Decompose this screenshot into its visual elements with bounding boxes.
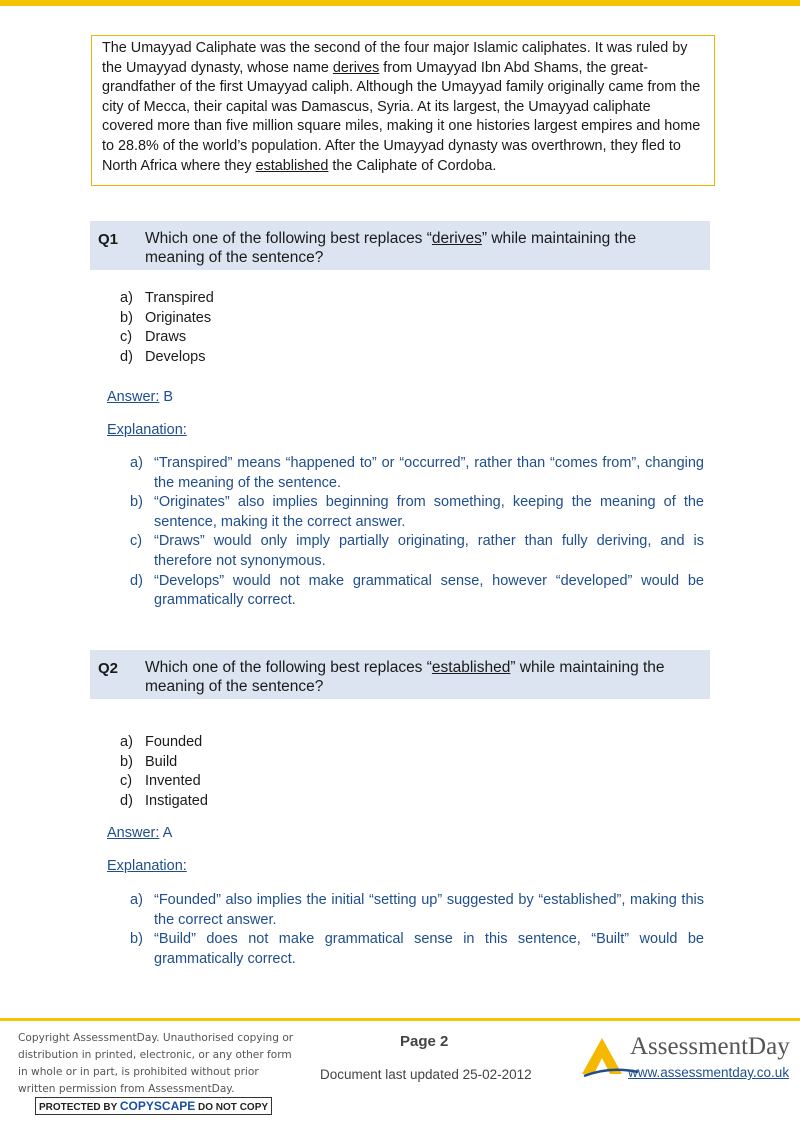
question-1-text-pre: Which one of the following best replaces “: [145, 230, 432, 247]
question-1-explanation-heading: Explanation:: [107, 422, 187, 438]
explanation-text: “Founded” also implies the initial “setting up” suggested by “established”, making this the correct answer.: [154, 892, 704, 928]
website-link[interactable]: www.assessmentday.co.uk: [628, 1065, 790, 1080]
explanation-item: [130, 572, 704, 611]
answer-value: A: [159, 825, 173, 841]
question-1-keyword: derives: [431, 230, 482, 247]
option-text: Founded: [145, 734, 203, 750]
explanation-text: “Originates” also implies beginning from something, keeping the meaning of the sentence, making it the correct answer.: [154, 494, 704, 530]
option-text: Build: [145, 753, 178, 770]
passage-text-1: The Umayyad Caliphate was the second of the four major Islamic caliphates. It was ruled by the Umayyad dynasty, whose name: [102, 40, 688, 76]
explanation-letter: c): [130, 533, 143, 550]
option-letter: a): [120, 734, 133, 750]
option-letter: d): [120, 349, 133, 366]
question-2-bar: [90, 650, 710, 699]
option-item: [120, 753, 208, 773]
explanation-text: “Draws” would only imply partially originating, rather than fully deriving, and is therefore not synonymous.: [154, 533, 704, 569]
copyscape-post: DO NOT COPY: [195, 1102, 269, 1113]
question-1-options: [120, 289, 214, 368]
option-text: Draws: [145, 329, 187, 346]
explanation-item: [130, 532, 704, 571]
explanation-letter: a): [130, 892, 143, 908]
question-2-answer: [107, 825, 172, 841]
explanation-item: [130, 493, 704, 532]
option-letter: b): [120, 753, 133, 770]
option-item: [120, 772, 208, 792]
copyscape-pre: PROTECTED BY: [38, 1102, 120, 1113]
question-2-explanations: [130, 891, 704, 969]
top-accent-bar: [0, 0, 800, 6]
passage-word-established: established: [255, 157, 329, 174]
answer-label: Answer:: [107, 389, 160, 405]
option-item: [120, 733, 208, 753]
passage-text-3: the Caliphate of Cordoba.: [328, 157, 497, 174]
option-text: Invented: [145, 773, 201, 790]
explanation-letter: b): [130, 494, 143, 511]
question-1-text: [145, 229, 685, 267]
footer-divider: [0, 1018, 800, 1021]
explanation-letter: a): [130, 455, 143, 471]
option-letter: c): [120, 773, 133, 790]
question-2-explanation-heading: Explanation:: [107, 858, 187, 874]
explanation-item: [130, 454, 704, 493]
explanation-text: “Transpired” means “happened to” or “occurred”, rather than “comes from”, changing the meaning of the sentence.: [154, 455, 704, 491]
question-2-text-post: ” while maintaining the meaning of the sentence?: [145, 659, 665, 695]
question-2-number: Q2: [98, 660, 119, 677]
question-1-explanations: [130, 454, 704, 611]
option-letter: b): [120, 309, 133, 326]
question-1-answer: [107, 389, 173, 405]
question-2-options: [120, 733, 208, 812]
option-item: [120, 289, 214, 309]
option-item: [120, 792, 208, 812]
option-item: [120, 348, 214, 368]
last-updated: Document last updated 25-02-2012: [320, 1067, 532, 1082]
explanation-letter: b): [130, 931, 143, 948]
option-letter: a): [120, 290, 133, 306]
explanation-text: “Develops” would not make grammatical sense, however “developed” would be grammatically correct.: [154, 572, 704, 609]
option-text: Instigated: [145, 793, 208, 810]
option-item: [120, 309, 214, 329]
explanation-item: [130, 930, 704, 969]
option-letter: d): [120, 793, 133, 810]
option-item: [120, 328, 214, 348]
passage-word-derives: derives: [332, 59, 380, 76]
answer-label: Answer:: [107, 825, 160, 841]
page-number: Page 2: [400, 1033, 449, 1050]
copyscape-badge[interactable]: [35, 1097, 272, 1115]
question-2-text: [145, 658, 685, 696]
passage-text-2: from Umayyad Ibn Abd Shams, the great-grandfather of the first Umayyad caliph. Although the Umayyad family originally came from the city of Mecca, their capital was Damascus, Syria. At its largest, the Umayyad caliphate covered more than five million square miles, making it one histories largest empires and home to 28.8% of the world’s population. After the Umayyad dynasty was overthrown, they fled to North Africa where they: [102, 59, 701, 174]
copyscape-brand: COPYSCAPE: [119, 1099, 196, 1113]
explanation-letter: d): [130, 572, 143, 589]
question-2-keyword: established: [431, 659, 511, 676]
option-text: Transpired: [145, 290, 214, 306]
option-text: Originates: [145, 309, 212, 326]
question-1-bar: [90, 221, 710, 270]
brand-name: AssessmentDay: [630, 1033, 790, 1060]
reading-passage: [91, 35, 715, 186]
option-text: Develops: [145, 349, 206, 366]
explanation-item: [130, 891, 704, 930]
copyright-notice: Copyright AssessmentDay. Unauthorised copying or distribution in printed, electronic, or any other form in whole or in part, is prohibited without prior written permission from AssessmentDay.: [18, 1032, 294, 1095]
question-2-text-pre: Which one of the following best replaces “: [145, 659, 432, 676]
option-letter: c): [120, 329, 133, 346]
answer-value: B: [159, 389, 174, 405]
question-1-number: Q1: [98, 231, 119, 248]
explanation-text: “Build” does not make grammatical sense in this sentence, “Built” would be grammatically correct.: [154, 931, 704, 967]
question-1-text-post: ” while maintaining the meaning of the sentence?: [145, 230, 637, 266]
